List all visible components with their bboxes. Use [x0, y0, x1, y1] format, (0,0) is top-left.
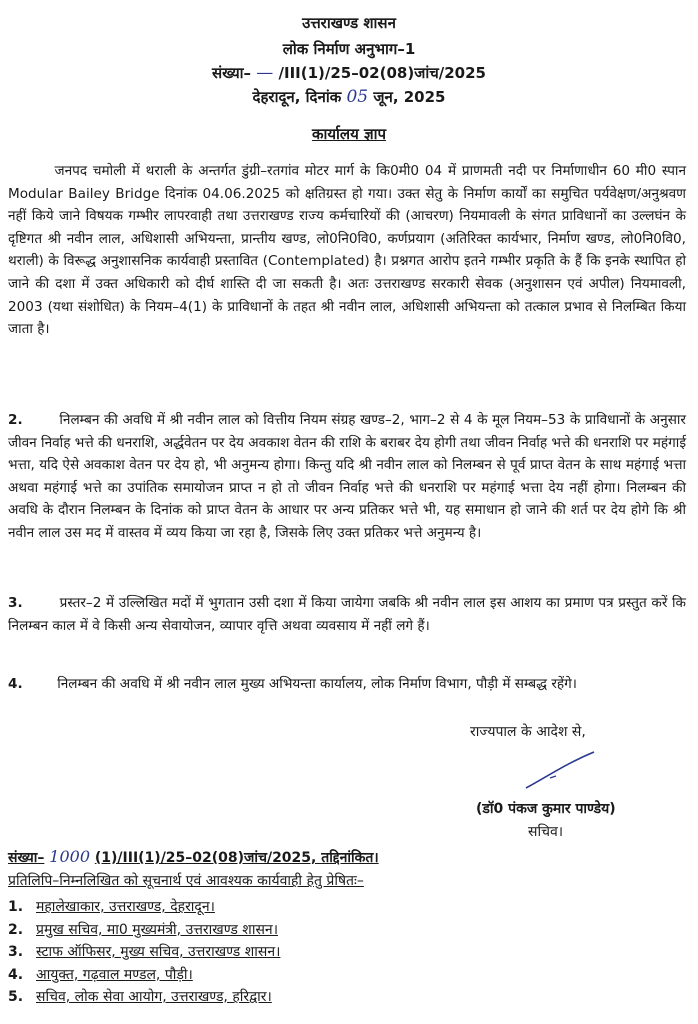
header-number-suffix: /III(1)/25–02(08)जांच/2025: [278, 64, 486, 82]
list-item: 3. स्टाफ ऑफिसर, मुख्य सचिव, उत्तराखण्ड शासन।: [8, 944, 281, 960]
document-title: [0, 124, 698, 144]
paragraph-2: [8, 409, 686, 545]
footer-number-handwritten: 1000: [49, 847, 90, 866]
signatory-name: (डॉ0 पंकज कुमार पाण्डेय): [476, 801, 616, 817]
paragraph-4: [8, 673, 686, 696]
paragraph-1: [8, 160, 691, 341]
header-place-date: [0, 88, 698, 106]
paragraph-3-number: 3.: [8, 595, 23, 611]
paragraph-3: [8, 592, 686, 637]
header-section: लोक निर्माण अनुभाग–1: [282, 40, 416, 58]
paragraph-3-text: प्रस्तर–2 में उल्लिखित मदों में भुगतान उसी दशा में किया जायेगा जबकि श्री नवीन लाल इस आशय का प्रमाण पत्र प्रस्तुत करें कि निलम्बन काल में वे किसी अन्य सेवायोजन, व्यापार वृत्ति अथवा व्यवसाय में नहीं लगे हैं।: [8, 595, 686, 634]
header-date-prefix: देहरादून, दिनांक: [252, 88, 342, 106]
recipient-list: [8, 896, 280, 1009]
footer-number: [8, 847, 379, 867]
paragraph-4-text: निलम्बन की अवधि में श्री नवीन लाल मुख्य अभियन्ता कार्यालय, लोक निर्माण विभाग, पौड़ी में सम्बद्ध रहेंगे।: [57, 676, 577, 692]
header-number: [0, 64, 698, 82]
header-date-suffix: जून, 2025: [373, 88, 446, 106]
signature-order-line: राज्यपाल के आदेश से,: [470, 724, 586, 740]
handwritten-signature-mark: [520, 748, 600, 794]
paragraph-4-number: 4.: [8, 676, 23, 692]
signatory-designation: सचिव।: [528, 824, 564, 840]
footer-number-suffix: (1)/III(1)/25–02(08)जांच/2025, तद्दिनांकित।: [94, 850, 379, 866]
list-item: 2. प्रमुख सचिव, मा0 मुख्यमंत्री, उत्तराखण्ड शासन।: [8, 921, 278, 938]
paragraph-1-text: जनपद चमोली में थराली के अन्तर्गत डुंग्री–रतगांव मोटर मार्ग के कि0मी0 04 में प्राणमती नदी पर निर्माणाधीन 60 मी0 स्पान Modular Bailey Bridge दिनांक 04.06.2025 को क्षतिग्रस्त हो गया। उक्त सेतु के निर्माण कार्यों का समुचित पर्यवेक्षण/अनुश्रवण नहीं किये जाने विषयक गम्भीर लापरवाही तथा उत्तराखण्ड राज्य कर्मचारियों की (आचरण) नियमावली के संगत प्राविधानों का उल्लघंन के दृष्टिगत श्री नवीन लाल, अधिशासी अभियन्ता, प्रान्तीय खण्ड, लो0नि0वि0, कर्णप्रयाग (अतिरिक्त कार्यभार, निर्माण खण्ड, लो0नि0वि0, थराली) के विरूद्ध अनुशासनिक कार्यवाही प्रस्तावित (Contemplated) है। प्रश्नगत आरोप इतने गम्भीर प्रकृति के हैं कि इनके स्थापित हो जाने की दशा में उक्त अधिकारी को दीर्घ शास्ति दी जा सकती है। अतः उत्तराखण्ड सरकारी सेवक (अनुशासन एवं अपील) नियमावली, 2003 (यथा संशोधित) के नियम–4(1) के प्राविधानों के तहत श्री नवीन लाल, अधिशासी अभियन्ता को तत्काल प्रभाव से निलम्बित किया जाता है।: [8, 163, 691, 338]
header-date-handwritten: 05: [346, 87, 369, 107]
document-title-text: कार्यालय ज्ञाप: [311, 125, 387, 143]
header-number-prefix: संख्या–: [212, 64, 252, 82]
list-item: 4. आयुक्त, गढ़वाल मण्डल, पौड़ी।: [8, 966, 193, 983]
paragraph-2-number: 2.: [8, 412, 23, 428]
list-item: 1. महालेखाकार, उत्तराखण्ड, देहरादून।: [8, 899, 215, 915]
header-number-handwritten: —: [256, 63, 274, 83]
paragraph-2-text: निलम्बन की अवधि में श्री नवीन लाल को वित्तीय नियम संग्रह खण्ड–2, भाग–2 से 4 के मूल नियम–53 के प्राविधानों के अनुसार जीवन निर्वाह भत्ते की धनराशि, अर्द्धवेतन पर देय अवकाश वेतन की राशि के बराबर देय होगी तथा जीवन निर्वाह भत्ते की धनराशि पर महंगाई भत्ता, यदि ऐसे अवकाश वेतन पर देय हो, भी अनुमन्य होगा। किन्तु यदि श्री नवीन लाल को निलम्बन से पूर्व प्राप्त वेतन के साथ महंगाई भत्ता अथवा महंगाई भत्ते का उपांतिक समायोजन प्राप्त न हो तो जीवन निर्वाह भत्ते की धनराशि पर महंगाई भत्ता देय नहीं होगा। निलम्बन की अवधि के दौरान निलम्बन के दिनांक को प्राप्त वेतन के आधार पर अन्य प्रतिकर भत्ते भी, यह समाधान हो जाने की शर्त पर देय होगे कि श्री नवीन लाल उस मद में वास्तव में व्यय किया जा रहा है, जिसके लिए उक्त प्रतिकर भत्ते अनुमन्य है।: [8, 412, 686, 541]
footer-copy-text: प्रतिलिपि–निम्नलिखित को सूचनार्थ एवं आवश्यक कार्यवाही हेतु प्रेषितः–: [8, 873, 364, 889]
footer-number-prefix: संख्या–: [8, 850, 45, 866]
footer-copy-line: [8, 871, 364, 890]
list-item: 5. सचिव, लोक सेवा आयोग, उत्तराखण्ड, हरिद्वार।: [8, 989, 272, 1005]
header-government: उत्तराखण्ड शासन: [302, 14, 396, 32]
